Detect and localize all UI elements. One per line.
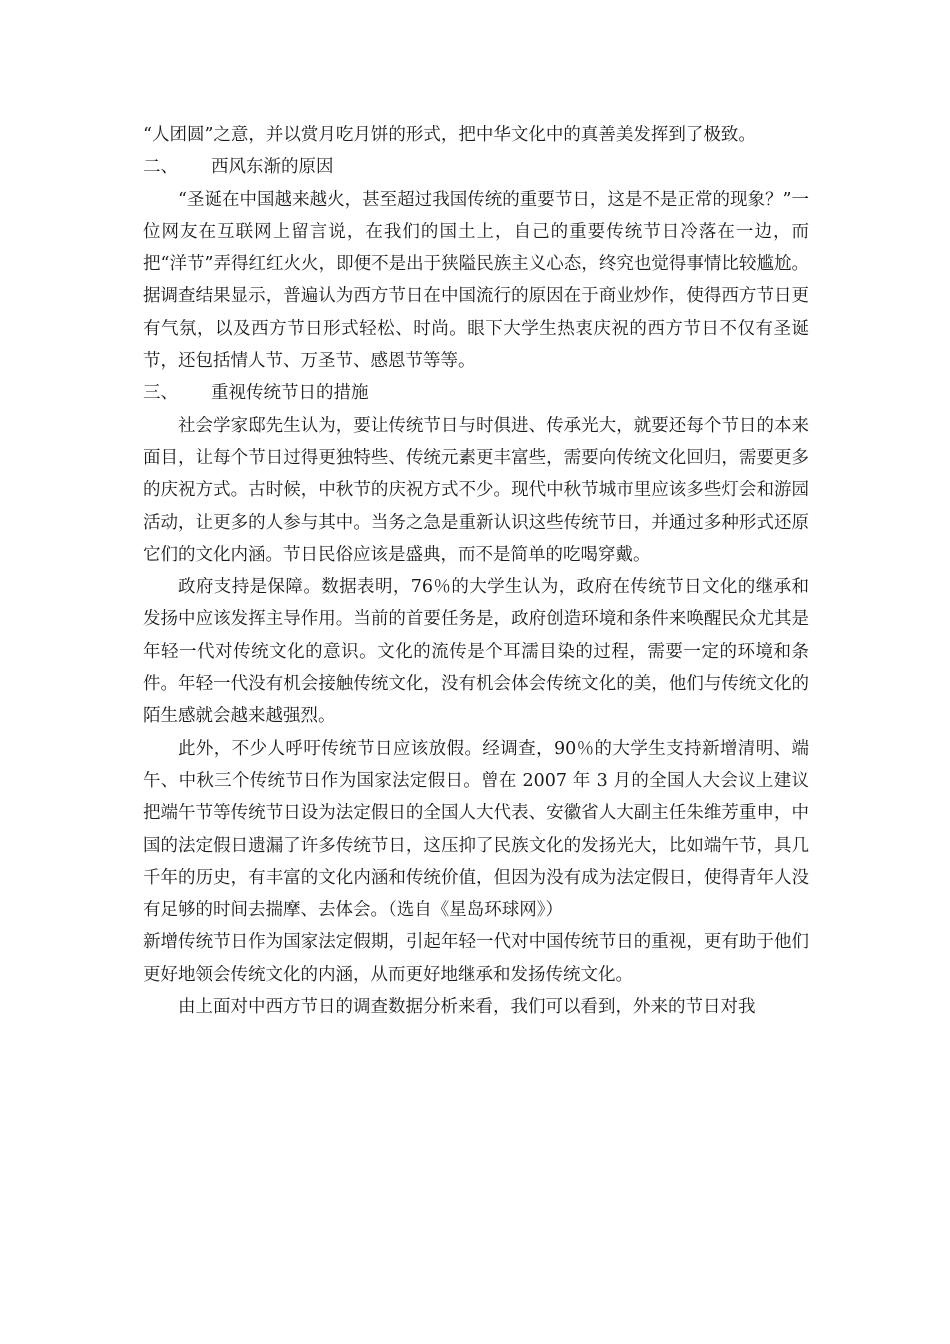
paragraph-holiday-benefit: 新增传统节日作为国家法定假期，引起年轻一代对中国传统节日的重视，更有助于他们更好地领会传统文化的内涵，从而更好地继承和发扬传统文化。 xyxy=(143,932,809,985)
paragraph-conclusion-start: 由上面对中西方节日的调查数据分析来看，我们可以看到，外来的节日对我 xyxy=(178,997,756,1018)
paragraph-government-support: 政府支持是保障。数据表明，76％的大学生认为，政府在传统节日文化的继承和发扬中应该发挥主导作用。当前的首要任务是，政府创造环境和条件来唤醒民众尤其是年轻一代对传统文化的意识。文化的流传是个耳濡目染的过程，需要一定的环境和条件。年轻一代没有机会接触传统文化，没有机会体会传统文化的美，他们与传统文化的陌生感就会越来越强烈。 xyxy=(143,577,809,727)
section-title: 西风东渐的原因 xyxy=(211,157,334,178)
section-number: 三、 xyxy=(143,383,178,404)
paragraph-western-festivals: “圣诞在中国越来越火，甚至超过我国传统的重要节日，这是不是正常的现象？”一位网友在互联网上留言说，在我们的国土上，自己的重要传统节日冷落在一边，而把“洋节”弄得红红火火，即便不是出于狭隘民族主义心态，终究也觉得事情比较尴尬。据调查结果显示，普遍认为西方节日在中国流行的原因在于商业炒作，使得西方节日更有气氛，以及西方节日形式轻松、时尚。眼下大学生热衷庆祝的西方节日不仅有圣诞节，还包括情人节、万圣节、感恩节等等。 xyxy=(143,189,809,372)
section-heading-2 xyxy=(143,151,809,183)
section-heading-3 xyxy=(143,377,809,409)
section-number: 二、 xyxy=(143,157,178,178)
paragraph-holiday-proposal: 此外，不少人呼吁传统节日应该放假。经调查，90％的大学生支持新增清明、端午、中秋三个传统节日作为国家法定假日。曾在 2007 年 3 月的全国人大会议上建议把端午节等传统节日设为法定假日的全国人大代表、安徽省人大副主任朱维芳重申，中国的法定假日遗漏了许多传统节日，这压抑了民族文化的发扬光大，比如端午节，具几千年的历史，有丰富的文化内涵和传统价值，但因为没有成为法定假日，使得青年人没有足够的时间去揣摩、去体会。（选自《星岛环球网》） xyxy=(143,738,809,921)
paragraph-sociologist-view: 社会学家邸先生认为，要让传统节日与时俱进、传承光大，就要还每个节日的本来面目，让每个节日过得更独特些、传统元素更丰富些，需要向传统文化回归，需要更多的庆祝方式。古时候，中秋节的庆祝方式不少。现代中秋节城市里应该多些灯会和游园活动，让更多的人参与其中。当务之急是重新认识这些传统节日，并通过多种形式还原它们的文化内涵。节日民俗应该是盛典，而不是简单的吃喝穿戴。 xyxy=(143,415,809,565)
paragraph-continuation: “人团圆”之意，并以赏月吃月饼的形式，把中华文化中的真善美发挥到了极致。 xyxy=(143,125,756,145)
document-body xyxy=(143,119,809,1023)
section-title: 重视传统节日的措施 xyxy=(211,383,369,404)
